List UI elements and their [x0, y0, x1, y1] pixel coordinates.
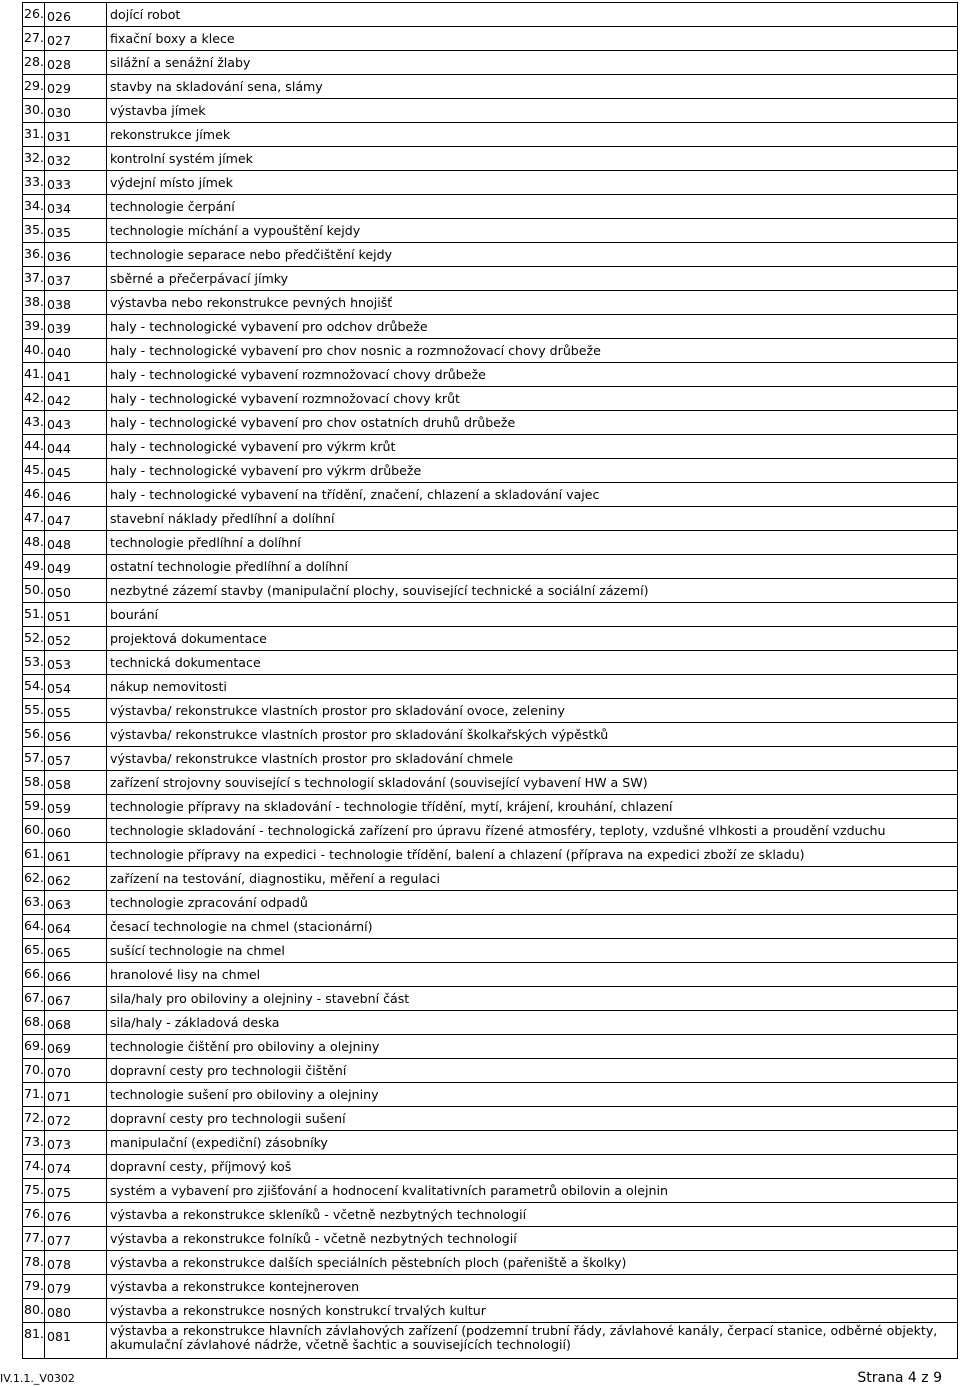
row-code: 074 — [45, 1155, 107, 1179]
row-description: dojící robot — [107, 3, 958, 27]
table-row — [23, 1275, 958, 1299]
row-description: technologie zpracování odpadů — [107, 891, 958, 915]
row-code: 045 — [45, 459, 107, 483]
table-row — [23, 1203, 958, 1227]
row-code: 081 — [45, 1323, 107, 1359]
row-number: 59. — [23, 795, 45, 819]
row-description: haly - technologické vybavení pro výkrm krůt — [107, 435, 958, 459]
row-number: 74. — [23, 1155, 45, 1179]
row-description: výstavba a rekonstrukce dalších speciálních pěstebních ploch (pařeniště a školky) — [107, 1251, 958, 1275]
table-row — [23, 243, 958, 267]
row-description: dopravní cesty, příjmový koš — [107, 1155, 958, 1179]
row-code: 047 — [45, 507, 107, 531]
table-row — [23, 675, 958, 699]
row-number: 36. — [23, 243, 45, 267]
row-description: haly - technologické vybavení pro odchov drůbeže — [107, 315, 958, 339]
table-row — [23, 483, 958, 507]
row-number: 61. — [23, 843, 45, 867]
row-code: 039 — [45, 315, 107, 339]
table-row — [23, 1155, 958, 1179]
row-number: 63. — [23, 891, 45, 915]
table-row — [23, 387, 958, 411]
row-description: silážní a senážní žlaby — [107, 51, 958, 75]
row-number: 64. — [23, 915, 45, 939]
row-code: 071 — [45, 1083, 107, 1107]
table-row — [23, 435, 958, 459]
row-description: výstavba a rekonstrukce hlavních závlahových zařízení (podzemní trubní řády, závlahové kanály, čerpací stanice, odběrné objekty, akumulační závlahové nádrže, včetně šachtic a souvisejících technologií) — [107, 1323, 958, 1359]
table-row — [23, 627, 958, 651]
row-description: kontrolní systém jímek — [107, 147, 958, 171]
row-code: 078 — [45, 1251, 107, 1275]
row-description: dopravní cesty pro technologii sušení — [107, 1107, 958, 1131]
row-number: 30. — [23, 99, 45, 123]
row-description: výdejní místo jímek — [107, 171, 958, 195]
row-code: 040 — [45, 339, 107, 363]
row-code: 065 — [45, 939, 107, 963]
row-number: 27. — [23, 27, 45, 51]
table-row — [23, 1227, 958, 1251]
table-row — [23, 987, 958, 1011]
items-table-body — [23, 3, 958, 1359]
table-row — [23, 771, 958, 795]
row-number: 29. — [23, 75, 45, 99]
row-code: 073 — [45, 1131, 107, 1155]
table-row — [23, 555, 958, 579]
row-number: 77. — [23, 1227, 45, 1251]
row-code: 072 — [45, 1107, 107, 1131]
row-code: 061 — [45, 843, 107, 867]
row-number: 79. — [23, 1275, 45, 1299]
row-description: technická dokumentace — [107, 651, 958, 675]
table-row — [23, 723, 958, 747]
table-row — [23, 1107, 958, 1131]
row-number: 66. — [23, 963, 45, 987]
row-description: haly - technologické vybavení pro chov ostatních druhů drůbeže — [107, 411, 958, 435]
row-number: 80. — [23, 1299, 45, 1323]
table-row — [23, 339, 958, 363]
row-description: výstavba nebo rekonstrukce pevných hnojišť — [107, 291, 958, 315]
items-table — [22, 2, 958, 1359]
row-description: výstavba a rekonstrukce nosných konstrukcí trvalých kultur — [107, 1299, 958, 1323]
table-row — [23, 1131, 958, 1155]
row-code: 042 — [45, 387, 107, 411]
row-description: fixační boxy a klece — [107, 27, 958, 51]
row-code: 067 — [45, 987, 107, 1011]
row-code: 043 — [45, 411, 107, 435]
table-row — [23, 51, 958, 75]
row-code: 052 — [45, 627, 107, 651]
row-code: 079 — [45, 1275, 107, 1299]
row-code: 037 — [45, 267, 107, 291]
table-row — [23, 1059, 958, 1083]
row-description: výstavba a rekonstrukce kontejneroven — [107, 1275, 958, 1299]
row-code: 050 — [45, 579, 107, 603]
row-code: 064 — [45, 915, 107, 939]
row-description: technologie čištění pro obiloviny a olejniny — [107, 1035, 958, 1059]
row-description: zařízení na testování, diagnostiku, měření a regulaci — [107, 867, 958, 891]
row-code: 060 — [45, 819, 107, 843]
table-row — [23, 27, 958, 51]
table-row — [23, 507, 958, 531]
row-code: 062 — [45, 867, 107, 891]
table-row — [23, 1323, 958, 1359]
table-row — [23, 195, 958, 219]
table-row — [23, 963, 958, 987]
row-number: 51. — [23, 603, 45, 627]
row-code: 069 — [45, 1035, 107, 1059]
row-description: výstavba/ rekonstrukce vlastních prostor pro skladování školkařských výpěstků — [107, 723, 958, 747]
row-description: česací technologie na chmel (stacionární) — [107, 915, 958, 939]
row-number: 31. — [23, 123, 45, 147]
row-code: 044 — [45, 435, 107, 459]
row-code: 028 — [45, 51, 107, 75]
row-number: 71. — [23, 1083, 45, 1107]
table-row — [23, 1251, 958, 1275]
row-number: 70. — [23, 1059, 45, 1083]
row-number: 78. — [23, 1251, 45, 1275]
row-code: 033 — [45, 171, 107, 195]
row-description: dopravní cesty pro technologii čištění — [107, 1059, 958, 1083]
row-code: 046 — [45, 483, 107, 507]
table-row — [23, 747, 958, 771]
row-description: výstavba a rekonstrukce folníků - včetně nezbytných technologií — [107, 1227, 958, 1251]
table-row — [23, 123, 958, 147]
table-row — [23, 315, 958, 339]
table-row — [23, 939, 958, 963]
row-number: 35. — [23, 219, 45, 243]
row-number: 43. — [23, 411, 45, 435]
row-code: 070 — [45, 1059, 107, 1083]
row-number: 56. — [23, 723, 45, 747]
table-row — [23, 99, 958, 123]
row-code: 059 — [45, 795, 107, 819]
row-number: 76. — [23, 1203, 45, 1227]
row-number: 55. — [23, 699, 45, 723]
row-code: 077 — [45, 1227, 107, 1251]
row-number: 69. — [23, 1035, 45, 1059]
row-number: 49. — [23, 555, 45, 579]
table-row — [23, 603, 958, 627]
table-row — [23, 867, 958, 891]
row-code: 063 — [45, 891, 107, 915]
row-number: 41. — [23, 363, 45, 387]
row-code: 035 — [45, 219, 107, 243]
table-row — [23, 3, 958, 27]
row-description: stavební náklady předlíhní a dolíhní — [107, 507, 958, 531]
row-code: 054 — [45, 675, 107, 699]
row-number: 60. — [23, 819, 45, 843]
table-row — [23, 531, 958, 555]
row-number: 44. — [23, 435, 45, 459]
row-number: 54. — [23, 675, 45, 699]
row-number: 52. — [23, 627, 45, 651]
row-code: 030 — [45, 99, 107, 123]
row-code: 049 — [45, 555, 107, 579]
row-number: 26. — [23, 3, 45, 27]
row-description: sila/haly - základová deska — [107, 1011, 958, 1035]
row-description: technologie přípravy na expedici - technologie třídění, balení a chlazení (příprava na expedici zboží ze skladu) — [107, 843, 958, 867]
row-code: 048 — [45, 531, 107, 555]
row-description: technologie čerpání — [107, 195, 958, 219]
table-row — [23, 699, 958, 723]
row-code: 055 — [45, 699, 107, 723]
row-description: technologie skladování - technologická zařízení pro úpravu řízené atmosféry, teploty, vzdušné vlhkosti a proudění vzduchu — [107, 819, 958, 843]
row-code: 058 — [45, 771, 107, 795]
row-description: technologie míchání a vypouštění kejdy — [107, 219, 958, 243]
table-row — [23, 579, 958, 603]
row-description: stavby na skladování sena, slámy — [107, 75, 958, 99]
row-number: 62. — [23, 867, 45, 891]
table-row — [23, 1011, 958, 1035]
row-description: zařízení strojovny související s technologií skladování (související vybavení HW a SW) — [107, 771, 958, 795]
table-row — [23, 795, 958, 819]
row-code: 051 — [45, 603, 107, 627]
row-description: technologie sušení pro obiloviny a olejniny — [107, 1083, 958, 1107]
row-number: 33. — [23, 171, 45, 195]
table-row — [23, 819, 958, 843]
row-code: 029 — [45, 75, 107, 99]
row-number: 67. — [23, 987, 45, 1011]
row-number: 53. — [23, 651, 45, 675]
row-number: 73. — [23, 1131, 45, 1155]
row-description: haly - technologické vybavení rozmnožovací chovy drůbeže — [107, 363, 958, 387]
row-description: sběrné a přečerpávací jímky — [107, 267, 958, 291]
row-number: 58. — [23, 771, 45, 795]
row-number: 46. — [23, 483, 45, 507]
row-code: 031 — [45, 123, 107, 147]
row-number: 39. — [23, 315, 45, 339]
document-code: IV.1.1._V0302 — [0, 1372, 75, 1385]
row-number: 68. — [23, 1011, 45, 1035]
table-row — [23, 147, 958, 171]
row-number: 42. — [23, 387, 45, 411]
table-row — [23, 267, 958, 291]
row-number: 45. — [23, 459, 45, 483]
row-code: 068 — [45, 1011, 107, 1035]
row-description: rekonstrukce jímek — [107, 123, 958, 147]
row-code: 076 — [45, 1203, 107, 1227]
row-number: 50. — [23, 579, 45, 603]
row-number: 57. — [23, 747, 45, 771]
row-description: bourání — [107, 603, 958, 627]
row-description: nezbytné zázemí stavby (manipulační plochy, související technické a sociální zázemí) — [107, 579, 958, 603]
table-row — [23, 459, 958, 483]
row-code: 026 — [45, 3, 107, 27]
row-description: výstavba a rekonstrukce skleníků - včetně nezbytných technologií — [107, 1203, 958, 1227]
row-description: haly - technologické vybavení na třídění, značení, chlazení a skladování vajec — [107, 483, 958, 507]
table-row — [23, 843, 958, 867]
row-description: sila/haly pro obiloviny a olejniny - stavební část — [107, 987, 958, 1011]
row-code: 038 — [45, 291, 107, 315]
row-description: výstavba/ rekonstrukce vlastních prostor pro skladování chmele — [107, 747, 958, 771]
table-row — [23, 411, 958, 435]
row-code: 034 — [45, 195, 107, 219]
row-code: 080 — [45, 1299, 107, 1323]
row-description: haly - technologické vybavení pro chov nosnic a rozmnožovací chovy drůbeže — [107, 339, 958, 363]
row-code: 075 — [45, 1179, 107, 1203]
row-description: projektová dokumentace — [107, 627, 958, 651]
row-number: 28. — [23, 51, 45, 75]
table-row — [23, 891, 958, 915]
row-code: 053 — [45, 651, 107, 675]
row-number: 40. — [23, 339, 45, 363]
row-description: manipulační (expediční) zásobníky — [107, 1131, 958, 1155]
row-number: 37. — [23, 267, 45, 291]
row-description: haly - technologické vybavení pro výkrm drůbeže — [107, 459, 958, 483]
table-row — [23, 363, 958, 387]
row-number: 32. — [23, 147, 45, 171]
table-row — [23, 291, 958, 315]
row-description: systém a vybavení pro zjišťování a hodnocení kvalitativních parametrů obilovin a olejnin — [107, 1179, 958, 1203]
table-row — [23, 1035, 958, 1059]
table-row — [23, 651, 958, 675]
table-row — [23, 171, 958, 195]
table-row — [23, 75, 958, 99]
table-row — [23, 1083, 958, 1107]
row-number: 75. — [23, 1179, 45, 1203]
row-description: technologie separace nebo předčištění kejdy — [107, 243, 958, 267]
row-description: výstavba jímek — [107, 99, 958, 123]
row-number: 34. — [23, 195, 45, 219]
page-number: Strana 4 z 9 — [857, 1370, 942, 1386]
row-code: 041 — [45, 363, 107, 387]
row-number: 81. — [23, 1323, 45, 1359]
row-number: 47. — [23, 507, 45, 531]
table-row — [23, 915, 958, 939]
table-row — [23, 1179, 958, 1203]
table-row — [23, 1299, 958, 1323]
row-code: 032 — [45, 147, 107, 171]
row-number: 65. — [23, 939, 45, 963]
row-description: ostatní technologie předlíhní a dolíhní — [107, 555, 958, 579]
row-description: haly - technologické vybavení rozmnožovací chovy krůt — [107, 387, 958, 411]
row-code: 036 — [45, 243, 107, 267]
row-code: 057 — [45, 747, 107, 771]
row-description: technologie přípravy na skladování - technologie třídění, mytí, krájení, krouhání, chlazení — [107, 795, 958, 819]
row-code: 056 — [45, 723, 107, 747]
row-code: 027 — [45, 27, 107, 51]
table-row — [23, 219, 958, 243]
row-description: výstavba/ rekonstrukce vlastních prostor pro skladování ovoce, zeleniny — [107, 699, 958, 723]
row-description: technologie předlíhní a dolíhní — [107, 531, 958, 555]
row-description: sušící technologie na chmel — [107, 939, 958, 963]
row-number: 72. — [23, 1107, 45, 1131]
row-code: 066 — [45, 963, 107, 987]
row-description: hranolové lisy na chmel — [107, 963, 958, 987]
row-number: 48. — [23, 531, 45, 555]
row-number: 38. — [23, 291, 45, 315]
row-description: nákup nemovitosti — [107, 675, 958, 699]
